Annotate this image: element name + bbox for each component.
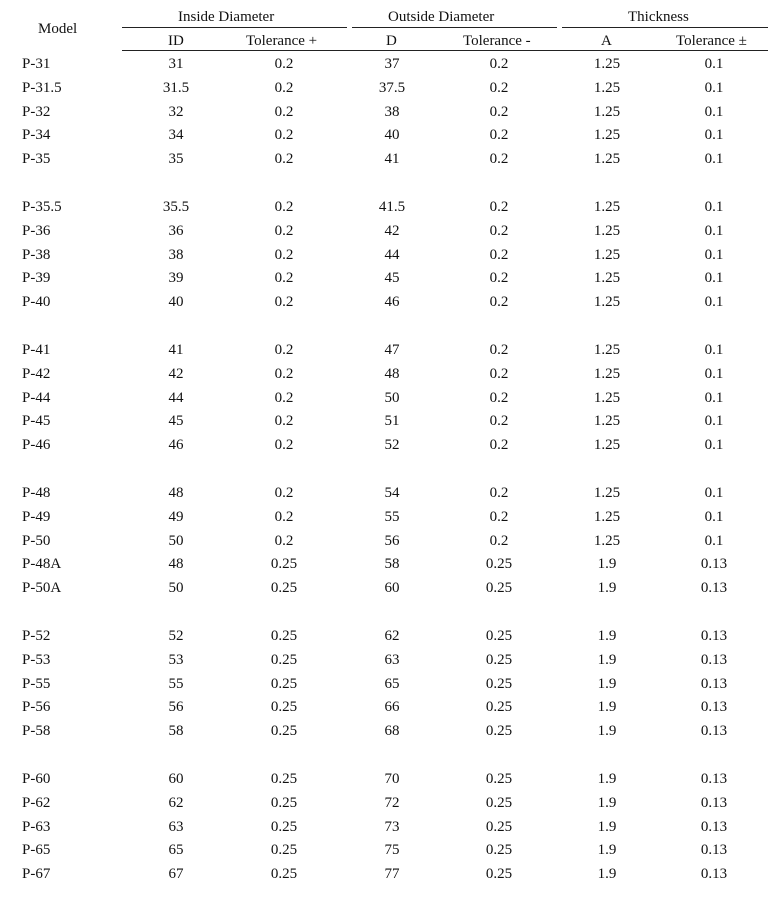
cell-tolerance-plus: 0.25 (270, 675, 298, 692)
cell-tolerance-minus: 0.25 (485, 723, 513, 740)
cell-tolerance-plus-minus: 0.1 (704, 246, 724, 263)
cell-model: P-65 (22, 842, 51, 859)
cell-tolerance-minus: 0.2 (489, 56, 509, 72)
rule-thickness (562, 27, 768, 28)
cell-tolerance-minus: 0.2 (489, 127, 509, 144)
cell-model: P-48A (22, 556, 62, 573)
table-row (0, 435, 769, 455)
cell-model: P-31.5 (22, 79, 62, 96)
cell-tolerance-minus: 0.25 (485, 675, 513, 692)
cell-tolerance-plus-minus: 0.1 (704, 294, 724, 311)
cell-inside-diameter: 62 (168, 794, 184, 811)
cell-inside-diameter: 48 (168, 485, 184, 501)
table-row (0, 817, 769, 837)
cell-tolerance-minus: 0.2 (489, 342, 509, 358)
cell-tolerance-plus-minus: 0.1 (704, 508, 724, 525)
cell-outside-diameter: 60 (384, 580, 400, 597)
cell-tolerance-plus-minus: 0.1 (704, 270, 724, 287)
cell-outside-diameter: 73 (384, 818, 400, 835)
cell-inside-diameter: 35 (168, 151, 184, 168)
table-row (0, 245, 769, 265)
cell-thickness-a: 1.25 (593, 103, 621, 120)
cell-model: P-50A (22, 580, 62, 597)
cell-model: P-50 (22, 532, 51, 549)
cell-tolerance-plus-minus: 0.13 (700, 580, 728, 597)
cell-inside-diameter: 36 (168, 222, 184, 239)
cell-tolerance-minus: 0.25 (485, 842, 513, 859)
cell-tolerance-minus: 0.2 (489, 508, 509, 525)
cell-inside-diameter: 48 (168, 556, 184, 573)
cell-thickness-a: 1.25 (593, 79, 621, 96)
table-row (0, 221, 769, 241)
cell-tolerance-minus: 0.25 (485, 556, 513, 573)
subheader-d: D (386, 33, 397, 49)
cell-tolerance-plus-minus: 0.1 (704, 342, 724, 358)
cell-tolerance-minus: 0.2 (489, 222, 509, 239)
cell-tolerance-minus: 0.2 (489, 485, 509, 501)
cell-model: P-45 (22, 413, 51, 430)
cell-tolerance-plus: 0.25 (270, 556, 298, 573)
cell-model: P-46 (22, 437, 51, 454)
table-row (0, 578, 769, 598)
cell-thickness-a: 1.9 (597, 651, 617, 668)
cell-inside-diameter: 65 (168, 842, 184, 859)
cell-outside-diameter: 77 (384, 866, 400, 883)
cell-tolerance-plus-minus: 0.1 (704, 151, 724, 168)
cell-tolerance-plus: 0.2 (274, 246, 294, 263)
cell-inside-diameter: 49 (168, 508, 184, 525)
cell-tolerance-plus: 0.25 (270, 842, 298, 859)
cell-thickness-a: 1.25 (593, 199, 621, 215)
cell-tolerance-plus-minus: 0.1 (704, 437, 724, 454)
cell-outside-diameter: 48 (384, 365, 400, 382)
cell-inside-diameter: 42 (168, 365, 184, 382)
cell-inside-diameter: 32 (168, 103, 184, 120)
cell-inside-diameter: 45 (168, 413, 184, 430)
cell-outside-diameter: 70 (384, 771, 400, 787)
cell-model: P-32 (22, 103, 51, 120)
cell-thickness-a: 1.25 (593, 437, 621, 454)
cell-model: P-67 (22, 866, 51, 883)
subheader-id: ID (168, 33, 184, 49)
cell-outside-diameter: 65 (384, 675, 400, 692)
cell-thickness-a: 1.9 (597, 723, 617, 740)
cell-model: P-44 (22, 389, 51, 406)
table-row (0, 769, 769, 789)
cell-inside-diameter: 53 (168, 651, 184, 668)
cell-tolerance-plus-minus: 0.13 (700, 771, 728, 787)
cell-tolerance-plus-minus: 0.1 (704, 389, 724, 406)
cell-outside-diameter: 62 (384, 628, 400, 644)
table-row (0, 721, 769, 741)
cell-tolerance-plus: 0.25 (270, 651, 298, 668)
cell-thickness-a: 1.25 (593, 342, 621, 358)
cell-tolerance-plus-minus: 0.13 (700, 794, 728, 811)
cell-outside-diameter: 52 (384, 437, 400, 454)
table-row (0, 650, 769, 670)
cell-tolerance-plus: 0.2 (274, 437, 294, 454)
cell-inside-diameter: 56 (168, 699, 184, 716)
cell-tolerance-plus: 0.2 (274, 222, 294, 239)
cell-model: P-34 (22, 127, 51, 144)
cell-tolerance-plus: 0.25 (270, 818, 298, 835)
cell-thickness-a: 1.25 (593, 246, 621, 263)
cell-tolerance-minus: 0.25 (485, 628, 513, 644)
cell-outside-diameter: 42 (384, 222, 400, 239)
cell-tolerance-minus: 0.2 (489, 199, 509, 215)
cell-tolerance-plus: 0.2 (274, 79, 294, 96)
cell-tolerance-minus: 0.2 (489, 103, 509, 120)
cell-tolerance-plus-minus: 0.1 (704, 127, 724, 144)
cell-thickness-a: 1.25 (593, 413, 621, 430)
cell-outside-diameter: 38 (384, 103, 400, 120)
cell-tolerance-plus-minus: 0.1 (704, 103, 724, 120)
cell-outside-diameter: 75 (384, 842, 400, 859)
cell-inside-diameter: 58 (168, 723, 184, 740)
cell-tolerance-plus-minus: 0.13 (700, 675, 728, 692)
subheader-a: A (601, 33, 612, 49)
rule-inside-diameter (122, 27, 347, 28)
cell-tolerance-minus: 0.2 (489, 270, 509, 287)
cell-tolerance-plus-minus: 0.13 (700, 723, 728, 740)
cell-model: P-58 (22, 723, 51, 740)
cell-tolerance-plus-minus: 0.13 (700, 842, 728, 859)
table-row (0, 531, 769, 551)
table-row (0, 483, 769, 503)
cell-outside-diameter: 37 (384, 56, 400, 72)
cell-tolerance-plus: 0.2 (274, 151, 294, 168)
cell-tolerance-plus: 0.2 (274, 56, 294, 72)
cell-thickness-a: 1.9 (597, 866, 617, 883)
cell-tolerance-plus: 0.2 (274, 270, 294, 287)
cell-outside-diameter: 41 (384, 151, 400, 168)
cell-model: P-62 (22, 794, 51, 811)
cell-tolerance-plus-minus: 0.13 (700, 556, 728, 573)
cell-model: P-63 (22, 818, 51, 835)
cell-tolerance-minus: 0.25 (485, 794, 513, 811)
cell-thickness-a: 1.9 (597, 842, 617, 859)
cell-tolerance-plus-minus: 0.1 (704, 56, 724, 72)
rule-subheaders (122, 50, 768, 51)
cell-model: P-49 (22, 508, 51, 525)
cell-thickness-a: 1.9 (597, 794, 617, 811)
cell-tolerance-minus: 0.25 (485, 866, 513, 883)
cell-thickness-a: 1.25 (593, 365, 621, 382)
cell-tolerance-plus: 0.2 (274, 485, 294, 501)
cell-outside-diameter: 40 (384, 127, 400, 144)
cell-outside-diameter: 58 (384, 556, 400, 573)
table-row (0, 793, 769, 813)
cell-thickness-a: 1.25 (593, 389, 621, 406)
cell-thickness-a: 1.25 (593, 485, 621, 501)
header-outside-diameter: Outside Diameter (388, 9, 495, 25)
cell-outside-diameter: 50 (384, 389, 400, 406)
cell-inside-diameter: 35.5 (162, 199, 190, 215)
cell-inside-diameter: 46 (168, 437, 184, 454)
cell-tolerance-plus: 0.25 (270, 580, 298, 597)
cell-model: P-52 (22, 628, 51, 644)
table-row (0, 268, 769, 288)
cell-outside-diameter: 41.5 (378, 199, 406, 215)
cell-tolerance-minus: 0.2 (489, 413, 509, 430)
cell-tolerance-plus: 0.2 (274, 127, 294, 144)
cell-model: P-35.5 (22, 199, 62, 215)
cell-model: P-53 (22, 651, 51, 668)
cell-inside-diameter: 38 (168, 246, 184, 263)
cell-tolerance-minus: 0.25 (485, 580, 513, 597)
cell-inside-diameter: 31 (168, 56, 184, 72)
cell-tolerance-plus: 0.2 (274, 294, 294, 311)
table-row (0, 864, 769, 884)
cell-thickness-a: 1.25 (593, 127, 621, 144)
cell-tolerance-plus-minus: 0.13 (700, 651, 728, 668)
table-row (0, 125, 769, 145)
cell-tolerance-plus-minus: 0.1 (704, 199, 724, 215)
table-row (0, 674, 769, 694)
cell-inside-diameter: 34 (168, 127, 184, 144)
cell-inside-diameter: 41 (168, 342, 184, 358)
cell-inside-diameter: 63 (168, 818, 184, 835)
table-row (0, 364, 769, 384)
table-row (0, 54, 769, 74)
cell-tolerance-plus: 0.2 (274, 532, 294, 549)
cell-inside-diameter: 44 (168, 389, 184, 406)
cell-tolerance-plus-minus: 0.1 (704, 413, 724, 430)
table-row (0, 149, 769, 169)
subheader-tolerance-minus: Tolerance - (463, 33, 531, 49)
cell-model: P-42 (22, 365, 51, 382)
cell-tolerance-plus: 0.2 (274, 342, 294, 358)
table-row (0, 340, 769, 360)
cell-tolerance-minus: 0.2 (489, 79, 509, 96)
cell-inside-diameter: 60 (168, 771, 184, 787)
cell-inside-diameter: 67 (168, 866, 184, 883)
cell-tolerance-plus: 0.25 (270, 866, 298, 883)
cell-model: P-41 (22, 342, 51, 358)
cell-tolerance-plus: 0.2 (274, 103, 294, 120)
cell-inside-diameter: 39 (168, 270, 184, 287)
table-row (0, 78, 769, 98)
table-row (0, 554, 769, 574)
cell-outside-diameter: 66 (384, 699, 400, 716)
cell-outside-diameter: 45 (384, 270, 400, 287)
cell-model: P-36 (22, 222, 51, 239)
cell-thickness-a: 1.9 (597, 628, 617, 644)
cell-tolerance-minus: 0.2 (489, 532, 509, 549)
cell-model: P-60 (22, 771, 51, 787)
table-row (0, 102, 769, 122)
cell-outside-diameter: 54 (384, 485, 400, 501)
cell-outside-diameter: 55 (384, 508, 400, 525)
cell-outside-diameter: 47 (384, 342, 400, 358)
cell-tolerance-plus: 0.25 (270, 794, 298, 811)
cell-thickness-a: 1.25 (593, 532, 621, 549)
table-row (0, 840, 769, 860)
cell-tolerance-plus-minus: 0.13 (700, 866, 728, 883)
cell-tolerance-minus: 0.2 (489, 365, 509, 382)
cell-outside-diameter: 44 (384, 246, 400, 263)
header-model: Model (38, 21, 78, 37)
cell-outside-diameter: 72 (384, 794, 400, 811)
cell-thickness-a: 1.9 (597, 675, 617, 692)
cell-tolerance-plus: 0.2 (274, 389, 294, 406)
cell-tolerance-plus-minus: 0.1 (704, 222, 724, 239)
cell-tolerance-minus: 0.25 (485, 771, 513, 787)
table-row (0, 507, 769, 527)
cell-outside-diameter: 37.5 (378, 79, 406, 96)
cell-model: P-31 (22, 56, 51, 72)
cell-thickness-a: 1.9 (597, 556, 617, 573)
table-row (0, 292, 769, 312)
cell-inside-diameter: 50 (168, 580, 184, 597)
cell-tolerance-plus: 0.2 (274, 508, 294, 525)
cell-outside-diameter: 63 (384, 651, 400, 668)
cell-inside-diameter: 40 (168, 294, 184, 311)
rule-outside-diameter (352, 27, 557, 28)
cell-outside-diameter: 51 (384, 413, 400, 430)
cell-tolerance-plus-minus: 0.13 (700, 699, 728, 716)
table-row (0, 197, 769, 217)
subheader-tolerance-plus-minus: Tolerance ± (676, 33, 747, 49)
cell-tolerance-minus: 0.2 (489, 437, 509, 454)
cell-tolerance-plus: 0.25 (270, 723, 298, 740)
cell-thickness-a: 1.25 (593, 294, 621, 311)
cell-model: P-38 (22, 246, 51, 263)
cell-tolerance-plus: 0.2 (274, 199, 294, 215)
table-row (0, 697, 769, 717)
cell-tolerance-minus: 0.2 (489, 151, 509, 168)
cell-tolerance-plus-minus: 0.1 (704, 365, 724, 382)
cell-tolerance-plus-minus: 0.1 (704, 79, 724, 96)
cell-model: P-55 (22, 675, 51, 692)
cell-thickness-a: 1.9 (597, 771, 617, 787)
cell-model: P-35 (22, 151, 51, 168)
cell-tolerance-plus: 0.25 (270, 628, 298, 644)
cell-thickness-a: 1.9 (597, 699, 617, 716)
header-thickness: Thickness (628, 9, 689, 25)
cell-model: P-48 (22, 485, 51, 501)
cell-inside-diameter: 52 (168, 628, 184, 644)
cell-outside-diameter: 46 (384, 294, 400, 311)
cell-tolerance-plus-minus: 0.13 (700, 628, 728, 644)
cell-outside-diameter: 56 (384, 532, 400, 549)
cell-tolerance-plus-minus: 0.1 (704, 485, 724, 501)
cell-tolerance-plus-minus: 0.1 (704, 532, 724, 549)
header-inside-diameter: Inside Diameter (178, 9, 275, 25)
cell-outside-diameter: 68 (384, 723, 400, 740)
table-row (0, 626, 769, 646)
cell-tolerance-minus: 0.2 (489, 246, 509, 263)
cell-tolerance-minus: 0.25 (485, 818, 513, 835)
table-row (0, 411, 769, 431)
cell-tolerance-minus: 0.25 (485, 651, 513, 668)
cell-tolerance-minus: 0.25 (485, 699, 513, 716)
cell-tolerance-minus: 0.2 (489, 294, 509, 311)
cell-thickness-a: 1.25 (593, 151, 621, 168)
cell-tolerance-plus: 0.25 (270, 699, 298, 716)
table-row (0, 388, 769, 408)
cell-tolerance-plus: 0.2 (274, 413, 294, 430)
cell-inside-diameter: 50 (168, 532, 184, 549)
cell-thickness-a: 1.9 (597, 580, 617, 597)
cell-model: P-56 (22, 699, 51, 716)
cell-model: P-39 (22, 270, 51, 287)
cell-thickness-a: 1.9 (597, 818, 617, 835)
cell-tolerance-minus: 0.2 (489, 389, 509, 406)
subheader-tolerance-plus: Tolerance + (246, 33, 318, 49)
cell-tolerance-plus: 0.2 (274, 365, 294, 382)
cell-tolerance-plus-minus: 0.13 (700, 818, 728, 835)
cell-thickness-a: 1.25 (593, 508, 621, 525)
cell-inside-diameter: 31.5 (162, 79, 190, 96)
cell-thickness-a: 1.25 (593, 270, 621, 287)
cell-tolerance-plus: 0.25 (270, 771, 298, 787)
cell-thickness-a: 1.25 (593, 222, 621, 239)
cell-model: P-40 (22, 294, 51, 311)
cell-thickness-a: 1.25 (593, 56, 621, 72)
cell-inside-diameter: 55 (168, 675, 184, 692)
